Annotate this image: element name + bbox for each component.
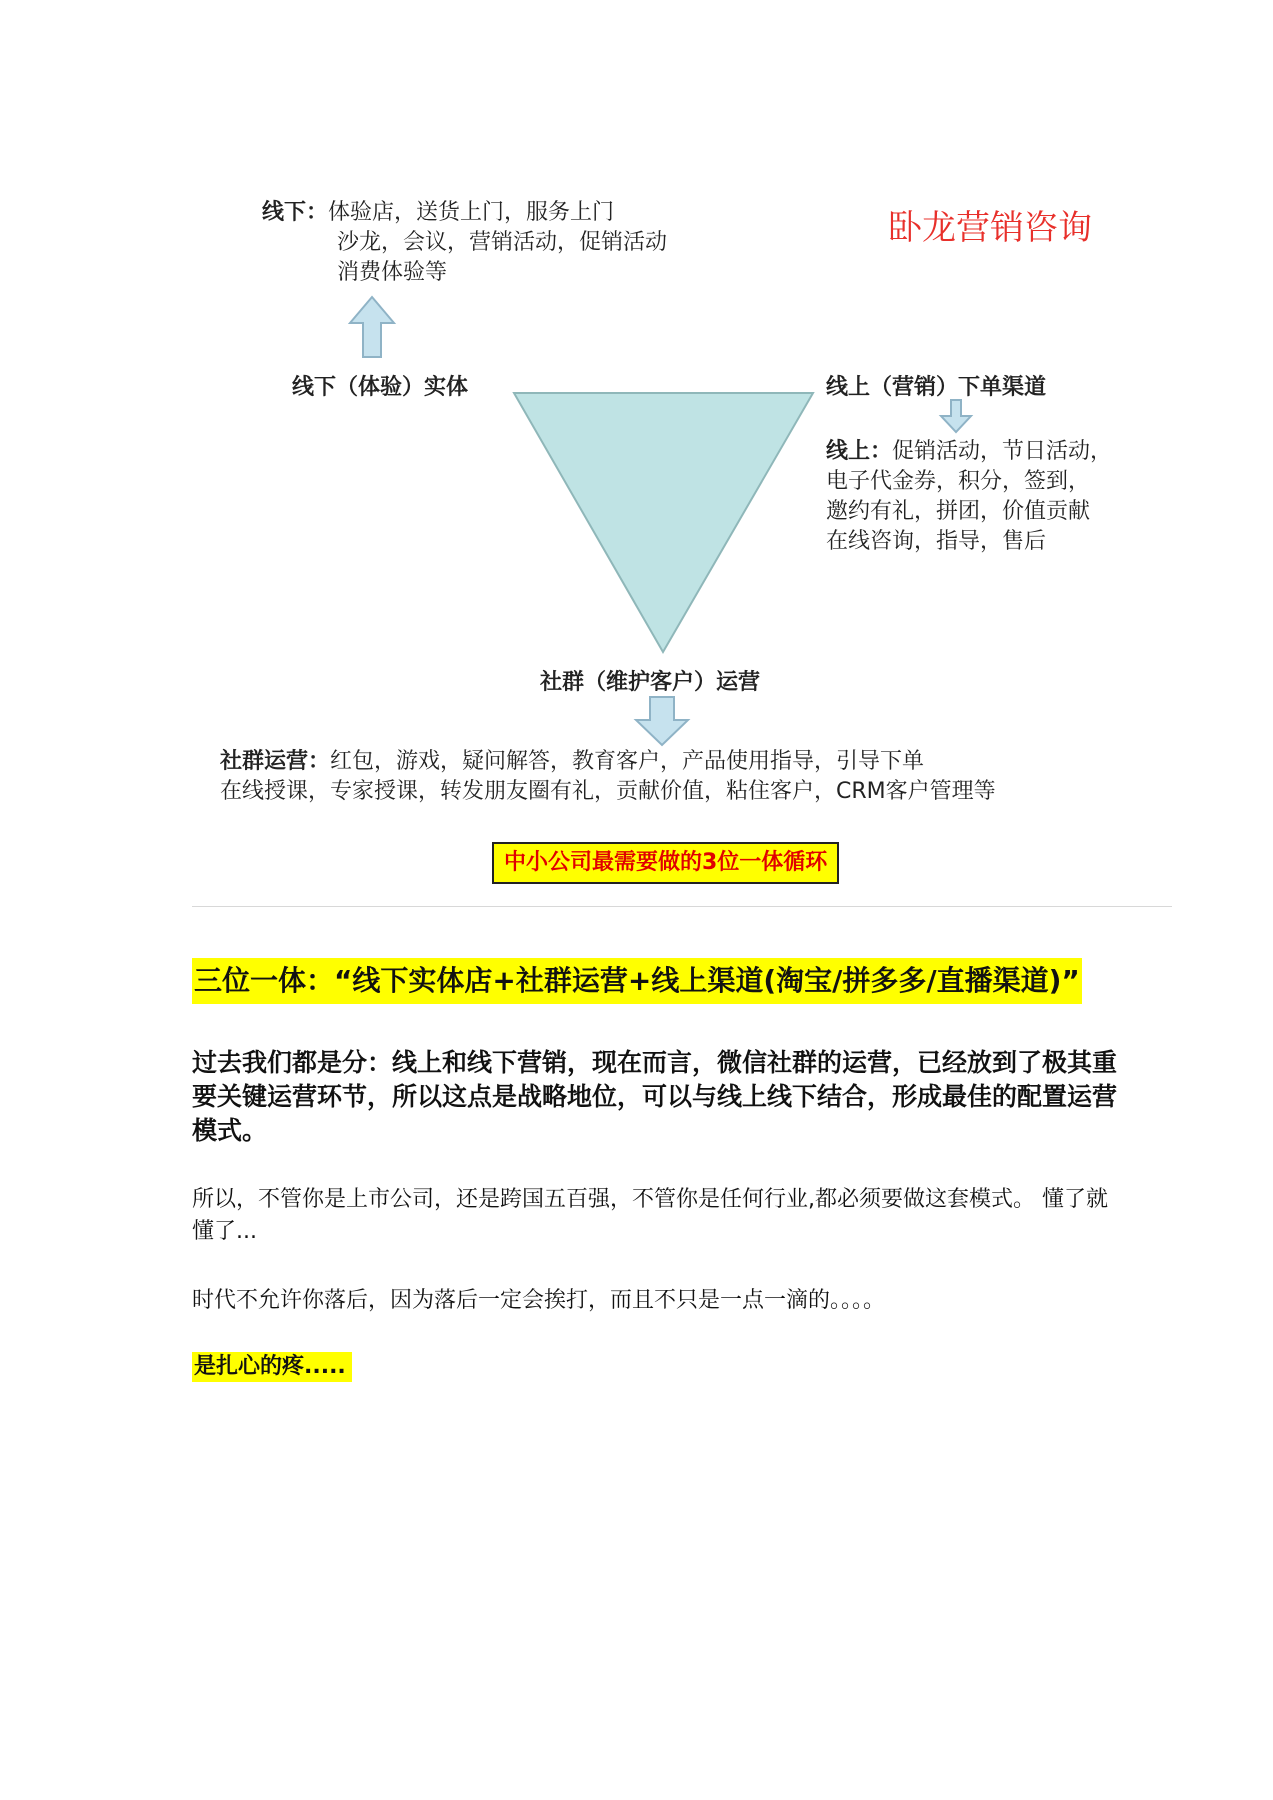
offline-detail-line: 沙龙，会议，营销活动，促销活动 [337, 230, 668, 255]
community-detail [220, 747, 996, 807]
section-divider [192, 906, 1172, 907]
offline-detail [262, 198, 667, 288]
community-detail-line: 红包，游戏，疑问解答，教育客户，产品使用指导，引导下单 [330, 749, 925, 774]
offline-detail-line: 消费体验等 [337, 260, 448, 285]
article-highlight: 是扎心的疼..... [192, 1352, 352, 1382]
article-headline: 三位一体：“线下实体店+社群运营+线上渠道(淘宝/拼多多/直播渠道)” [192, 958, 1082, 1004]
brand-logo-text: 卧龙营销咨询 [888, 208, 1092, 248]
community-node-title: 社群（维护客户）运营 [540, 670, 761, 695]
article-paragraph: 所以，不管你是上市公司，还是跨国五百强，不管你是任何行业,都必须要做这套模式。 懂了就懂了... [192, 1187, 1108, 1244]
online-detail-line: 在线咨询，指导，售后 [826, 529, 1047, 554]
online-detail-line: 邀约有礼，拼团，价值贡献 [826, 499, 1091, 524]
online-detail-label: 线上： [826, 439, 893, 464]
funnel-triangle [514, 393, 813, 652]
offline-node-title: 线下（体验）实体 [292, 375, 469, 400]
up-arrow-icon [350, 297, 394, 357]
online-node-title: 线上（营销）下单渠道 [826, 375, 1047, 400]
online-detail-line: 电子代金券，积分，签到， [826, 469, 1091, 494]
offline-detail-line: 体验店，送货上门，服务上门 [328, 200, 615, 225]
article-lead: 过去我们都是分：线上和线下营销，现在而言，微信社群的运营，已经放到了极其重要关键运营环节，所以这点是战略地位，可以与线上线下结合，形成最佳的配置运营模式。 [192, 1048, 1118, 1145]
article-paragraph: 时代不允许你落后，因为落后一定会挨打，而且不只是一点一滴的。。。。 [192, 1288, 886, 1313]
down-arrow-icon [941, 400, 971, 432]
online-detail-line: 促销活动，节日活动， [892, 439, 1113, 464]
community-detail-label: 社群运营： [220, 749, 331, 774]
online-detail [826, 437, 1112, 557]
cycle-caption: 中小公司最需要做的3位一体循环 [492, 842, 839, 884]
community-detail-line: 在线授课，专家授课，转发朋友圈有礼，贡献价值，粘住客户，CRM客户管理等 [220, 779, 996, 804]
down-arrow-icon [636, 697, 688, 745]
offline-detail-label: 线下： [262, 200, 329, 225]
